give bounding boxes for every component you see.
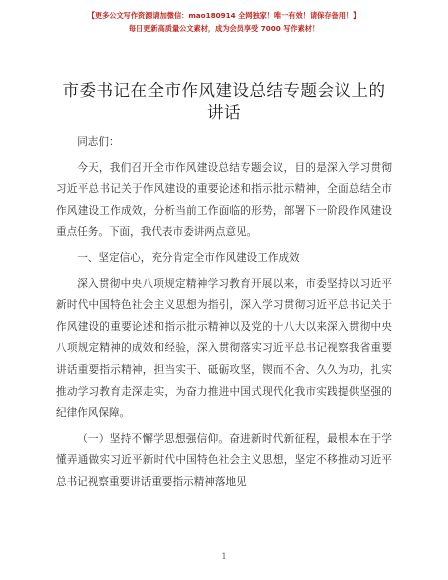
- greeting: 同志们：: [77, 136, 120, 148]
- document-title: 市委书记在全市作风建设总结专题会议上的讲话: [62, 81, 386, 122]
- section-heading-1: 一、坚定信心，充分肯定全市作风建设工作成效: [77, 251, 300, 264]
- page-number: 1: [221, 552, 227, 561]
- section-1-paragraph: 深入贯彻中央八项规定精神学习教育开展以来，市委坚持以习近平新时代中国特色社会主义思想为指引，深入学习贯彻习近平总书记关于作风建设的重要论述和指示批示精神以及党的十八大以来深入贯彻中央八项规定精神的成效和经验，深入贯彻落实习近平总书记视察我省重要讲话重要指示精神，担当实干、砥砺攻坚，锲而不舍、久久为功，扎实推动学习教育走深走实，为奋力推进中国式现代化我市实践提供坚强的纪律作风保障。: [56, 277, 392, 420]
- promo-banner-line-2: 每日更新高质量公文素材，成为会员享受 7000 写作素材！: [128, 24, 320, 33]
- document-body: [56, 132, 392, 494]
- opening-paragraph: 今天，我们召开全市作风建设总结专题会议，目的是深入学习贯彻习近平总书记关于作风建设的重要论述和指示批示精神，全面总结全市作风建设工作成效，分析当前工作面临的形势，部署下一阶段作风建设重点任务。下面，我代表市委讲两点意见。: [56, 161, 392, 239]
- promo-banner: [70, 9, 378, 35]
- promo-banner-line-1: 【更多公文写作资源请加微信：mao180914 全网独家！唯一有效！请保存备用！】: [87, 11, 361, 20]
- subsection-1-paragraph: （一）坚持不懈学思想强信仰。奋进新时代新征程，最根本在于学懂弄通做实习近平新时代中国特色社会主义思想，坚定不移推动习近平总书记视察重要讲话重要指示精神落地见: [56, 432, 392, 488]
